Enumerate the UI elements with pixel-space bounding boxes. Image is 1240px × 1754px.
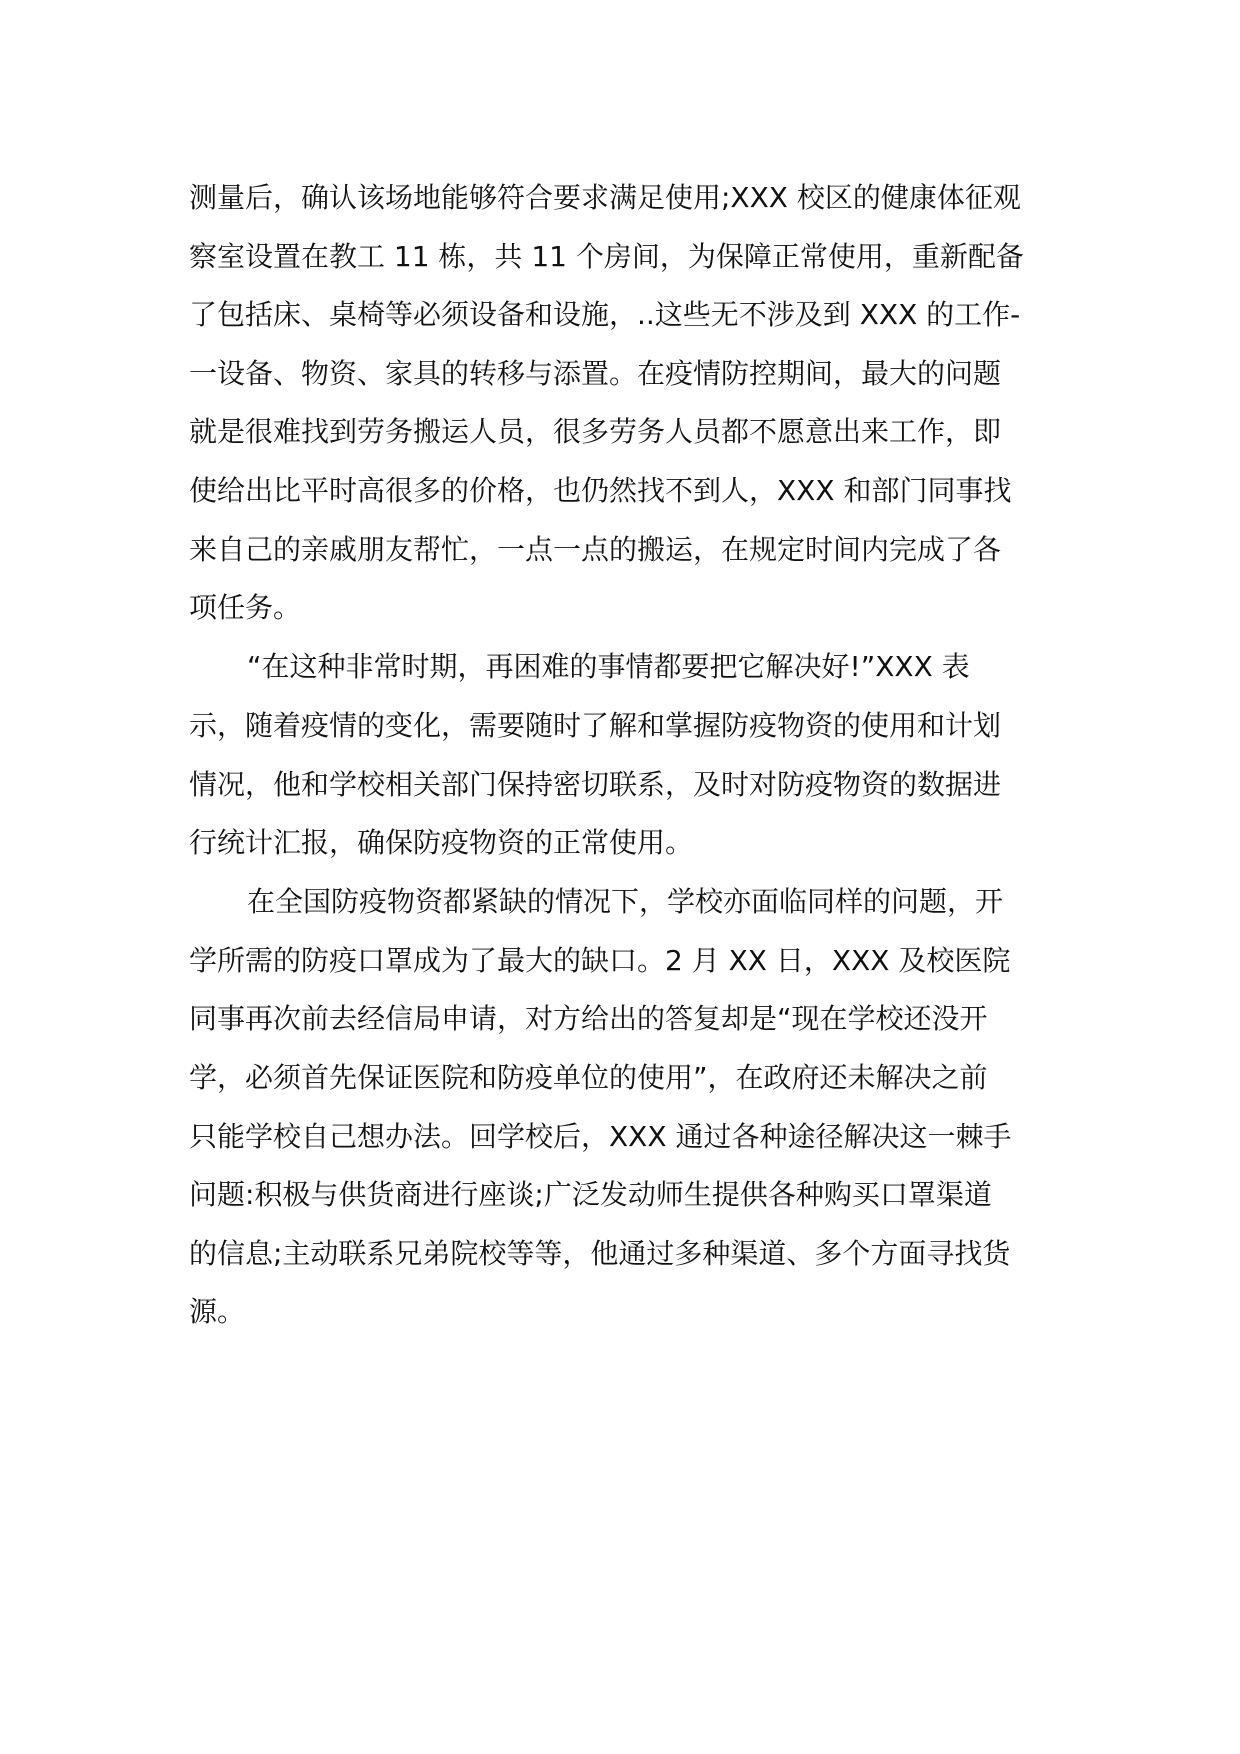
text-line: 情况，他和学校相关部门保持密切联系，及时对防疫物资的数据进: [189, 768, 1002, 801]
text-line: 源。: [189, 1295, 246, 1328]
text-line: 问题:积极与供货商进行座谈;广泛发动师生提供各种购买口罩渠道: [189, 1178, 992, 1211]
text-line: 一设备、物资、家具的转移与添置。在疫情防控期间，最大的问题: [189, 357, 1002, 390]
text-line: 行统计汇报，确保防疫物资的正常使用。: [189, 826, 694, 859]
text-line: 项任务。: [189, 591, 302, 624]
text-line: 示，随着疫情的变化，需要随时了解和掌握防疫物资的使用和计划: [189, 709, 1002, 742]
text-line: 了包括床、桌椅等必须设备和设施，..这些无不涉及到 XXX 的工作-: [189, 298, 1021, 331]
text-line: 在全国防疫物资都紧缺的情况下，学校亦面临同样的问题，开: [247, 885, 1004, 918]
text-line: 就是很难找到劳务搬运人员，很多劳务人员都不愿意出来工作，即: [189, 415, 1002, 448]
text-line: 同事再次前去经信局申请，对方给出的答复却是“现在学校还没开: [189, 1002, 988, 1035]
text-line: 的信息;主动联系兄弟院校等等，他通过多种渠道、多个方面寻找货: [189, 1237, 1011, 1270]
text-line: 只能学校自己想办法。回学校后，XXX 通过各种途径解决这一棘手: [189, 1120, 1012, 1153]
text-line: 察室设置在教工 11 栋，共 11 个房间，为保障正常使用，重新配备: [189, 240, 1024, 273]
text-line: 学所需的防疫口罩成为了最大的缺口。2 月 XX 日，XXX 及校医院: [189, 944, 1011, 977]
text-line: 测量后，确认该场地能够符合要求满足使用;XXX 校区的健康体征观: [189, 181, 1021, 214]
text-line: 来自己的亲戚朋友帮忙，一点一点的搬运，在规定时间内完成了各: [189, 533, 1002, 566]
text-line: 使给出比平时高很多的价格，也仍然找不到人，XXX 和部门同事找: [189, 474, 1012, 507]
text-line: 学，必须首先保证医院和防疫单位的使用”，在政府还未解决之前: [189, 1061, 988, 1094]
text-line: “在这种非常时期，再困难的事情都要把它解决好!”XXX 表: [247, 650, 970, 683]
